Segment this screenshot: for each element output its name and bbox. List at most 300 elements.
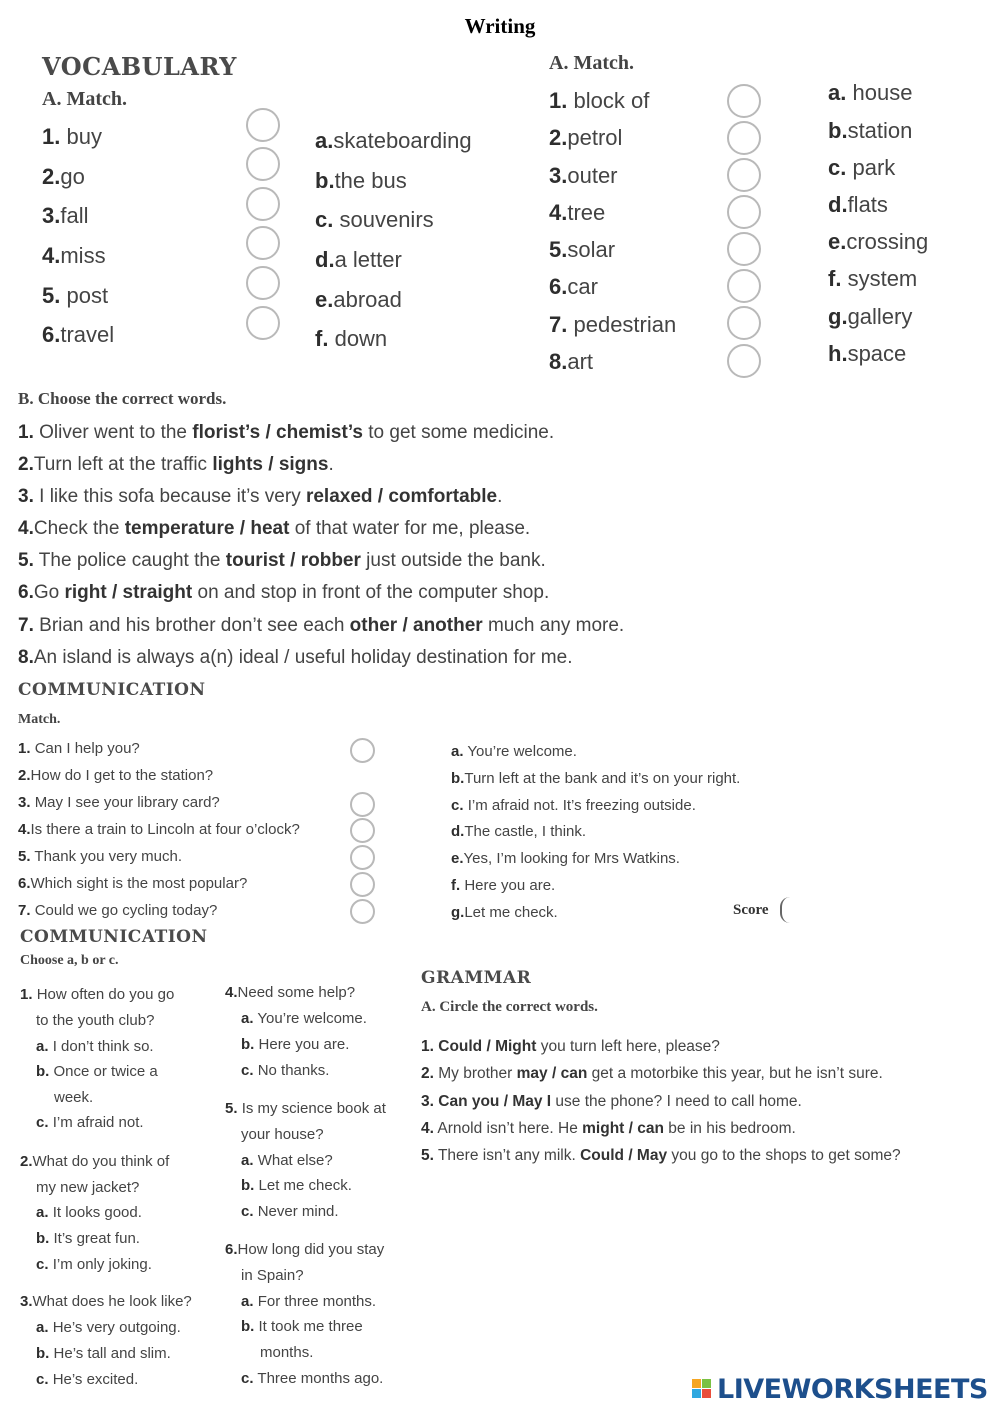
- list-item: [549, 237, 615, 263]
- item-text: the bus: [334, 168, 407, 193]
- option-text: Let me check.: [258, 1177, 352, 1194]
- communication-heading-2: COMMUNICATION: [20, 927, 208, 947]
- word-options[interactable]: lights / signs: [212, 454, 329, 475]
- item-text: station: [847, 118, 913, 143]
- option-text: He’s very outgoing.: [52, 1319, 181, 1336]
- item-number: 4.: [18, 518, 34, 539]
- list-item: [549, 125, 622, 151]
- list-item: [18, 582, 549, 604]
- option-text: It’s great fun.: [53, 1230, 140, 1247]
- list-item: [828, 192, 888, 218]
- answer-circle[interactable]: [246, 266, 280, 300]
- item-text: gallery: [847, 304, 913, 329]
- option-text: Here you are.: [258, 1036, 350, 1053]
- item-text: How long did you stay: [237, 1241, 385, 1258]
- list-item: [451, 877, 555, 894]
- item-number: 4.: [549, 200, 568, 225]
- word-options[interactable]: Could / Might: [438, 1038, 537, 1055]
- list-item: [315, 207, 434, 233]
- option-letter: b.: [36, 1063, 50, 1080]
- sentence-start: Check the: [33, 518, 125, 539]
- item-number: 2.: [421, 1065, 434, 1082]
- item-text: You’re welcome.: [467, 743, 577, 760]
- answer-circle[interactable]: [246, 226, 280, 260]
- item-letter: b.: [315, 168, 335, 193]
- option-letter: c.: [36, 1114, 49, 1131]
- item-text: tree: [567, 200, 606, 225]
- list-item: [451, 770, 740, 787]
- list-item: [549, 200, 605, 226]
- choose-heading: B. Choose the correct words.: [18, 389, 227, 408]
- item-number: 5.: [18, 848, 31, 865]
- item-text: block of: [573, 88, 650, 113]
- list-item: [18, 848, 182, 865]
- option-a[interactable]: [36, 1204, 142, 1221]
- option-text: No thanks.: [257, 1062, 330, 1079]
- answer-circle[interactable]: [350, 899, 375, 924]
- word-options[interactable]: tourist / robber: [225, 550, 361, 571]
- item-number: 5.: [42, 283, 61, 308]
- sentence-end: you go to the shops to get some?: [667, 1147, 901, 1164]
- option-c[interactable]: [36, 1256, 152, 1273]
- sentence-start: Go: [33, 582, 65, 603]
- list-item: [18, 821, 300, 838]
- item-number: 4.: [421, 1120, 434, 1137]
- item-text: months.: [260, 1344, 314, 1361]
- item-text: pedestrian: [573, 312, 677, 337]
- item-text: solar: [567, 237, 616, 262]
- item-text: car: [567, 274, 598, 299]
- logo-square: [702, 1389, 711, 1398]
- item-number: 3.: [421, 1093, 434, 1110]
- item-number: 3.: [20, 1293, 33, 1310]
- item-letter: e.: [315, 287, 334, 312]
- sentence-end: .: [497, 486, 503, 507]
- option-a[interactable]: [241, 1010, 367, 1027]
- answer-circle[interactable]: [350, 738, 375, 763]
- option-b[interactable]: [36, 1063, 158, 1080]
- sentence-end: you turn left here, please?: [536, 1038, 720, 1055]
- list-item: [54, 1089, 93, 1106]
- option-text: I’m afraid not.: [52, 1114, 144, 1131]
- item-text: park: [852, 155, 896, 180]
- option-b[interactable]: [241, 1318, 363, 1335]
- list-item: [828, 304, 912, 330]
- sentence-end: of that water for me, please.: [289, 518, 531, 539]
- item-number: 6.: [18, 875, 31, 892]
- list-item: [549, 349, 593, 375]
- item-number: 1.: [18, 740, 31, 757]
- item-letter: e.: [451, 850, 464, 867]
- vocabulary-heading: VOCABULARY: [42, 52, 237, 81]
- list-item: [18, 794, 220, 811]
- item-text: What do you think of: [32, 1153, 170, 1170]
- item-letter: c.: [315, 207, 334, 232]
- answer-circle[interactable]: [246, 108, 280, 142]
- item-text: flats: [847, 192, 888, 217]
- list-item: [451, 850, 680, 867]
- grammar-subheading: A. Circle the correct words.: [421, 999, 598, 1015]
- sentence-text: An island is always a(n) ideal / useful holiday destination for me.: [33, 647, 573, 668]
- option-text: You’re welcome.: [257, 1010, 367, 1027]
- option-text: It took me three: [258, 1318, 363, 1335]
- answer-circle[interactable]: [727, 306, 761, 340]
- option-c[interactable]: [36, 1371, 138, 1388]
- word-options[interactable]: Can you / May I: [438, 1093, 552, 1110]
- item-text: I’m afraid not. It’s freezing outside.: [467, 797, 696, 814]
- item-number: 6.: [18, 582, 34, 603]
- item-text: a letter: [334, 247, 402, 272]
- answer-circle[interactable]: [727, 232, 761, 266]
- item-letter: h.: [828, 341, 848, 366]
- option-letter: c.: [36, 1256, 49, 1273]
- answer-circle[interactable]: [350, 845, 375, 870]
- item-text: in Spain?: [241, 1267, 304, 1284]
- list-item: [18, 550, 546, 572]
- item-number: 4.: [225, 984, 238, 1001]
- word-options[interactable]: Could / May: [580, 1147, 668, 1164]
- item-letter: b.: [828, 118, 848, 143]
- list-item: [241, 1126, 324, 1143]
- list-item: [549, 312, 676, 338]
- comm1-subheading: Match.: [18, 712, 61, 727]
- list-item: [549, 163, 618, 189]
- item-letter: g.: [828, 304, 848, 329]
- option-text: What else?: [257, 1152, 333, 1169]
- option-b[interactable]: [241, 1036, 349, 1053]
- option-letter: a.: [36, 1038, 49, 1055]
- score-label: [733, 902, 769, 919]
- list-item: [18, 647, 572, 669]
- item-text: skateboarding: [333, 128, 472, 153]
- item-text: Here you are.: [464, 877, 556, 894]
- answer-circle[interactable]: [727, 158, 761, 192]
- item-text: Which sight is the most popular?: [30, 875, 248, 892]
- list-item: [421, 1147, 901, 1165]
- sentence-start: Brian and his brother don’t see each: [39, 615, 350, 636]
- option-b[interactable]: [241, 1177, 352, 1194]
- option-b[interactable]: [36, 1345, 171, 1362]
- item-number: 5.: [549, 237, 568, 262]
- list-item: [451, 904, 558, 921]
- list-item: [36, 1179, 139, 1196]
- list-item: [828, 80, 912, 106]
- item-number: 6.: [225, 1241, 238, 1258]
- item-number: 5.: [421, 1147, 434, 1164]
- option-text: Three months ago.: [257, 1370, 384, 1387]
- option-letter: b.: [241, 1036, 255, 1053]
- vocab-subheading: A. Match.: [42, 88, 127, 110]
- item-letter: e.: [828, 229, 847, 254]
- item-letter: d.: [315, 247, 335, 272]
- option-a[interactable]: [36, 1319, 181, 1336]
- list-item: [42, 124, 102, 150]
- option-text: He’s tall and slim.: [53, 1345, 171, 1362]
- item-text: What does he look like?: [32, 1293, 192, 1310]
- list-item: [225, 1100, 386, 1117]
- item-number: 4.: [42, 243, 61, 268]
- logo-square: [692, 1379, 701, 1388]
- option-text: For three months.: [257, 1293, 377, 1310]
- item-letter: c.: [828, 155, 847, 180]
- list-item: [42, 283, 108, 309]
- option-text: Never mind.: [257, 1203, 339, 1220]
- word-options[interactable]: relaxed / comfortable: [305, 486, 498, 507]
- item-letter: d.: [828, 192, 848, 217]
- option-a[interactable]: [241, 1152, 333, 1169]
- item-number: 3.: [18, 794, 31, 811]
- item-number: 7.: [549, 312, 568, 337]
- list-item: [42, 164, 85, 190]
- list-item: [315, 247, 402, 273]
- list-item: [42, 243, 106, 269]
- option-letter: a.: [241, 1010, 254, 1027]
- option-letter: c.: [241, 1062, 254, 1079]
- sentence-start: There isn’t any milk.: [437, 1147, 581, 1164]
- list-item: [549, 274, 598, 300]
- sentence-start: Turn left at the traffic: [33, 454, 213, 475]
- list-item: [18, 486, 502, 508]
- item-text: to the youth club?: [36, 1012, 155, 1029]
- answer-circle[interactable]: [350, 792, 375, 817]
- item-text: travel: [60, 322, 115, 347]
- item-number: 2.: [42, 164, 61, 189]
- item-text: system: [847, 266, 918, 291]
- logo-square: [692, 1389, 701, 1398]
- sentence-end: just outside the bank.: [360, 550, 546, 571]
- item-number: 7.: [18, 902, 31, 919]
- item-text: Is there a train to Lincoln at four o’clock?: [30, 821, 300, 838]
- item-number: 3.: [42, 203, 61, 228]
- sentence-end: .: [328, 454, 334, 475]
- list-item: [315, 287, 402, 313]
- answer-circle[interactable]: [350, 818, 375, 843]
- list-item: [421, 1038, 720, 1056]
- item-text: May I see your library card?: [34, 794, 220, 811]
- list-item: [828, 229, 928, 255]
- sentence-end: to get some medicine.: [362, 422, 555, 443]
- sentence-start: The police caught the: [38, 550, 226, 571]
- item-text: souvenirs: [339, 207, 434, 232]
- logo-text: LIVEWORKSHEETS: [717, 1373, 988, 1405]
- item-text: house: [852, 80, 913, 105]
- option-c[interactable]: [241, 1203, 339, 1220]
- list-item: [18, 615, 624, 637]
- item-text: Yes, I’m looking for Mrs Watkins.: [463, 850, 680, 867]
- option-letter: b.: [241, 1177, 255, 1194]
- item-text: week.: [54, 1089, 94, 1106]
- item-number: 5.: [18, 550, 34, 571]
- item-number: 1.: [20, 986, 33, 1003]
- item-number: 1.: [18, 422, 34, 443]
- item-number: 2.: [549, 125, 568, 150]
- option-a[interactable]: [36, 1038, 154, 1055]
- liveworksheets-logo: [692, 1372, 988, 1406]
- word-options[interactable]: may / can: [516, 1065, 588, 1082]
- item-text: your house?: [241, 1126, 324, 1143]
- list-item: [315, 128, 472, 154]
- option-letter: b.: [36, 1230, 50, 1247]
- item-letter: a.: [451, 743, 464, 760]
- comm2-subheading: Choose a, b or c.: [20, 953, 119, 968]
- communication-heading: COMMUNICATION: [18, 680, 206, 700]
- item-number: 3.: [549, 163, 568, 188]
- match2-subheading: A. Match.: [549, 52, 634, 74]
- list-item: [451, 823, 586, 840]
- item-number: 6.: [549, 274, 568, 299]
- sentence-end: use the phone? I need to call home.: [551, 1093, 802, 1110]
- list-item: [828, 266, 917, 292]
- option-letter: c.: [241, 1203, 254, 1220]
- answer-circle[interactable]: [727, 269, 761, 303]
- sentence-start: Arnold isn’t here. He: [437, 1120, 583, 1137]
- item-letter: b.: [451, 770, 465, 787]
- answer-circle[interactable]: [727, 195, 761, 229]
- option-text: I don’t think so.: [52, 1038, 154, 1055]
- sentence-start: I like this sofa because it’s very: [39, 486, 306, 507]
- list-item: [18, 902, 217, 919]
- list-item: [225, 984, 355, 1001]
- page-title: Writing: [464, 14, 536, 38]
- list-item: [20, 1293, 192, 1310]
- item-text: miss: [60, 243, 106, 268]
- item-text: petrol: [567, 125, 623, 150]
- item-number: 2.: [20, 1153, 33, 1170]
- item-text: outer: [567, 163, 618, 188]
- list-item: [225, 1241, 384, 1258]
- sentence-end: be in his bedroom.: [663, 1120, 796, 1137]
- list-item: [451, 797, 696, 814]
- list-item: [42, 203, 88, 229]
- answer-circle[interactable]: [727, 344, 761, 378]
- list-item: [315, 326, 387, 352]
- item-text: buy: [66, 124, 102, 149]
- list-item: [828, 118, 912, 144]
- list-item: [18, 518, 530, 540]
- option-b[interactable]: [36, 1230, 140, 1247]
- option-letter: b.: [36, 1345, 50, 1362]
- option-letter: b.: [241, 1318, 255, 1335]
- item-letter: f.: [828, 266, 842, 291]
- item-text: How often do you go: [36, 986, 175, 1003]
- list-item: [421, 1120, 796, 1138]
- item-letter: g.: [451, 904, 465, 921]
- option-text: It looks good.: [52, 1204, 142, 1221]
- item-number: 7.: [18, 615, 34, 636]
- sentence-end: on and stop in front of the computer shop.: [192, 582, 550, 603]
- list-item: [828, 155, 895, 181]
- list-item: [451, 743, 577, 760]
- item-text: Need some help?: [237, 984, 356, 1001]
- item-number: 4.: [18, 821, 31, 838]
- item-number: 5.: [225, 1100, 238, 1117]
- option-letter: c.: [36, 1371, 49, 1388]
- item-number: 2.: [18, 767, 31, 784]
- sentence-end: much any more.: [482, 615, 625, 636]
- word-options[interactable]: right / straight: [64, 582, 193, 603]
- list-item: [828, 341, 906, 367]
- item-text: Can I help you?: [34, 740, 140, 757]
- item-text: The castle, I think.: [464, 823, 587, 840]
- list-item: [549, 88, 649, 114]
- item-letter: d.: [451, 823, 465, 840]
- item-letter: f.: [451, 877, 461, 894]
- item-text: Is my science book at: [241, 1100, 386, 1117]
- answer-circle[interactable]: [350, 872, 375, 897]
- list-item: [42, 322, 114, 348]
- list-item: [421, 1065, 883, 1083]
- answer-circle[interactable]: [246, 187, 280, 221]
- item-text: Let me check.: [464, 904, 558, 921]
- list-item: [18, 454, 334, 476]
- list-item: [36, 1012, 154, 1029]
- option-letter: a.: [241, 1293, 254, 1310]
- answer-circle[interactable]: [246, 306, 280, 340]
- word-options[interactable]: temperature / heat: [124, 518, 290, 539]
- list-item: [18, 422, 554, 444]
- answer-circle[interactable]: [727, 121, 761, 155]
- logo-icon: [692, 1379, 714, 1399]
- option-c[interactable]: [241, 1370, 383, 1387]
- item-letter: c.: [451, 797, 464, 814]
- item-letter: a.: [315, 128, 334, 153]
- word-options[interactable]: florist’s / chemist’s: [192, 422, 363, 443]
- item-text: abroad: [333, 287, 402, 312]
- word-options[interactable]: other / another: [349, 615, 483, 636]
- item-text: my new jacket?: [36, 1179, 140, 1196]
- item-text: down: [334, 326, 388, 351]
- item-text: art: [567, 349, 594, 374]
- option-letter: c.: [241, 1370, 254, 1387]
- item-text: Thank you very much.: [34, 848, 182, 865]
- list-item: [18, 767, 213, 784]
- item-text: go: [60, 164, 85, 189]
- option-letter: a.: [36, 1204, 49, 1221]
- item-number: 1.: [421, 1038, 434, 1055]
- item-number: 8.: [549, 349, 568, 374]
- option-c[interactable]: [36, 1114, 144, 1131]
- option-text: He’s excited.: [52, 1371, 139, 1388]
- item-text: How do I get to the station?: [30, 767, 214, 784]
- list-item: [241, 1267, 304, 1284]
- item-text: Could we go cycling today?: [34, 902, 218, 919]
- word-options[interactable]: might / can: [582, 1120, 664, 1137]
- item-number: 1.: [549, 88, 568, 113]
- sentence-start: Oliver went to the: [39, 422, 193, 443]
- item-text: post: [66, 283, 109, 308]
- score-bracket: [780, 897, 790, 923]
- list-item: [18, 875, 247, 892]
- list-item: [260, 1344, 313, 1361]
- sentence-end: get a motorbike this year, but he isn’t sure.: [587, 1065, 883, 1082]
- list-item: [18, 740, 140, 757]
- item-number: 1.: [42, 124, 61, 149]
- answer-circle[interactable]: [727, 84, 761, 118]
- list-item: [315, 168, 407, 194]
- item-letter: f.: [315, 326, 329, 351]
- list-item: [20, 986, 174, 1003]
- option-c[interactable]: [241, 1062, 329, 1079]
- list-item: [421, 1093, 802, 1111]
- answer-circle[interactable]: [246, 147, 280, 181]
- logo-square: [702, 1379, 711, 1388]
- sentence-start: My brother: [438, 1065, 517, 1082]
- option-letter: a.: [36, 1319, 49, 1336]
- grammar-heading: GRAMMAR: [421, 968, 532, 988]
- item-number: 8.: [18, 647, 34, 668]
- item-number: 2.: [18, 454, 34, 475]
- option-a[interactable]: [241, 1293, 376, 1310]
